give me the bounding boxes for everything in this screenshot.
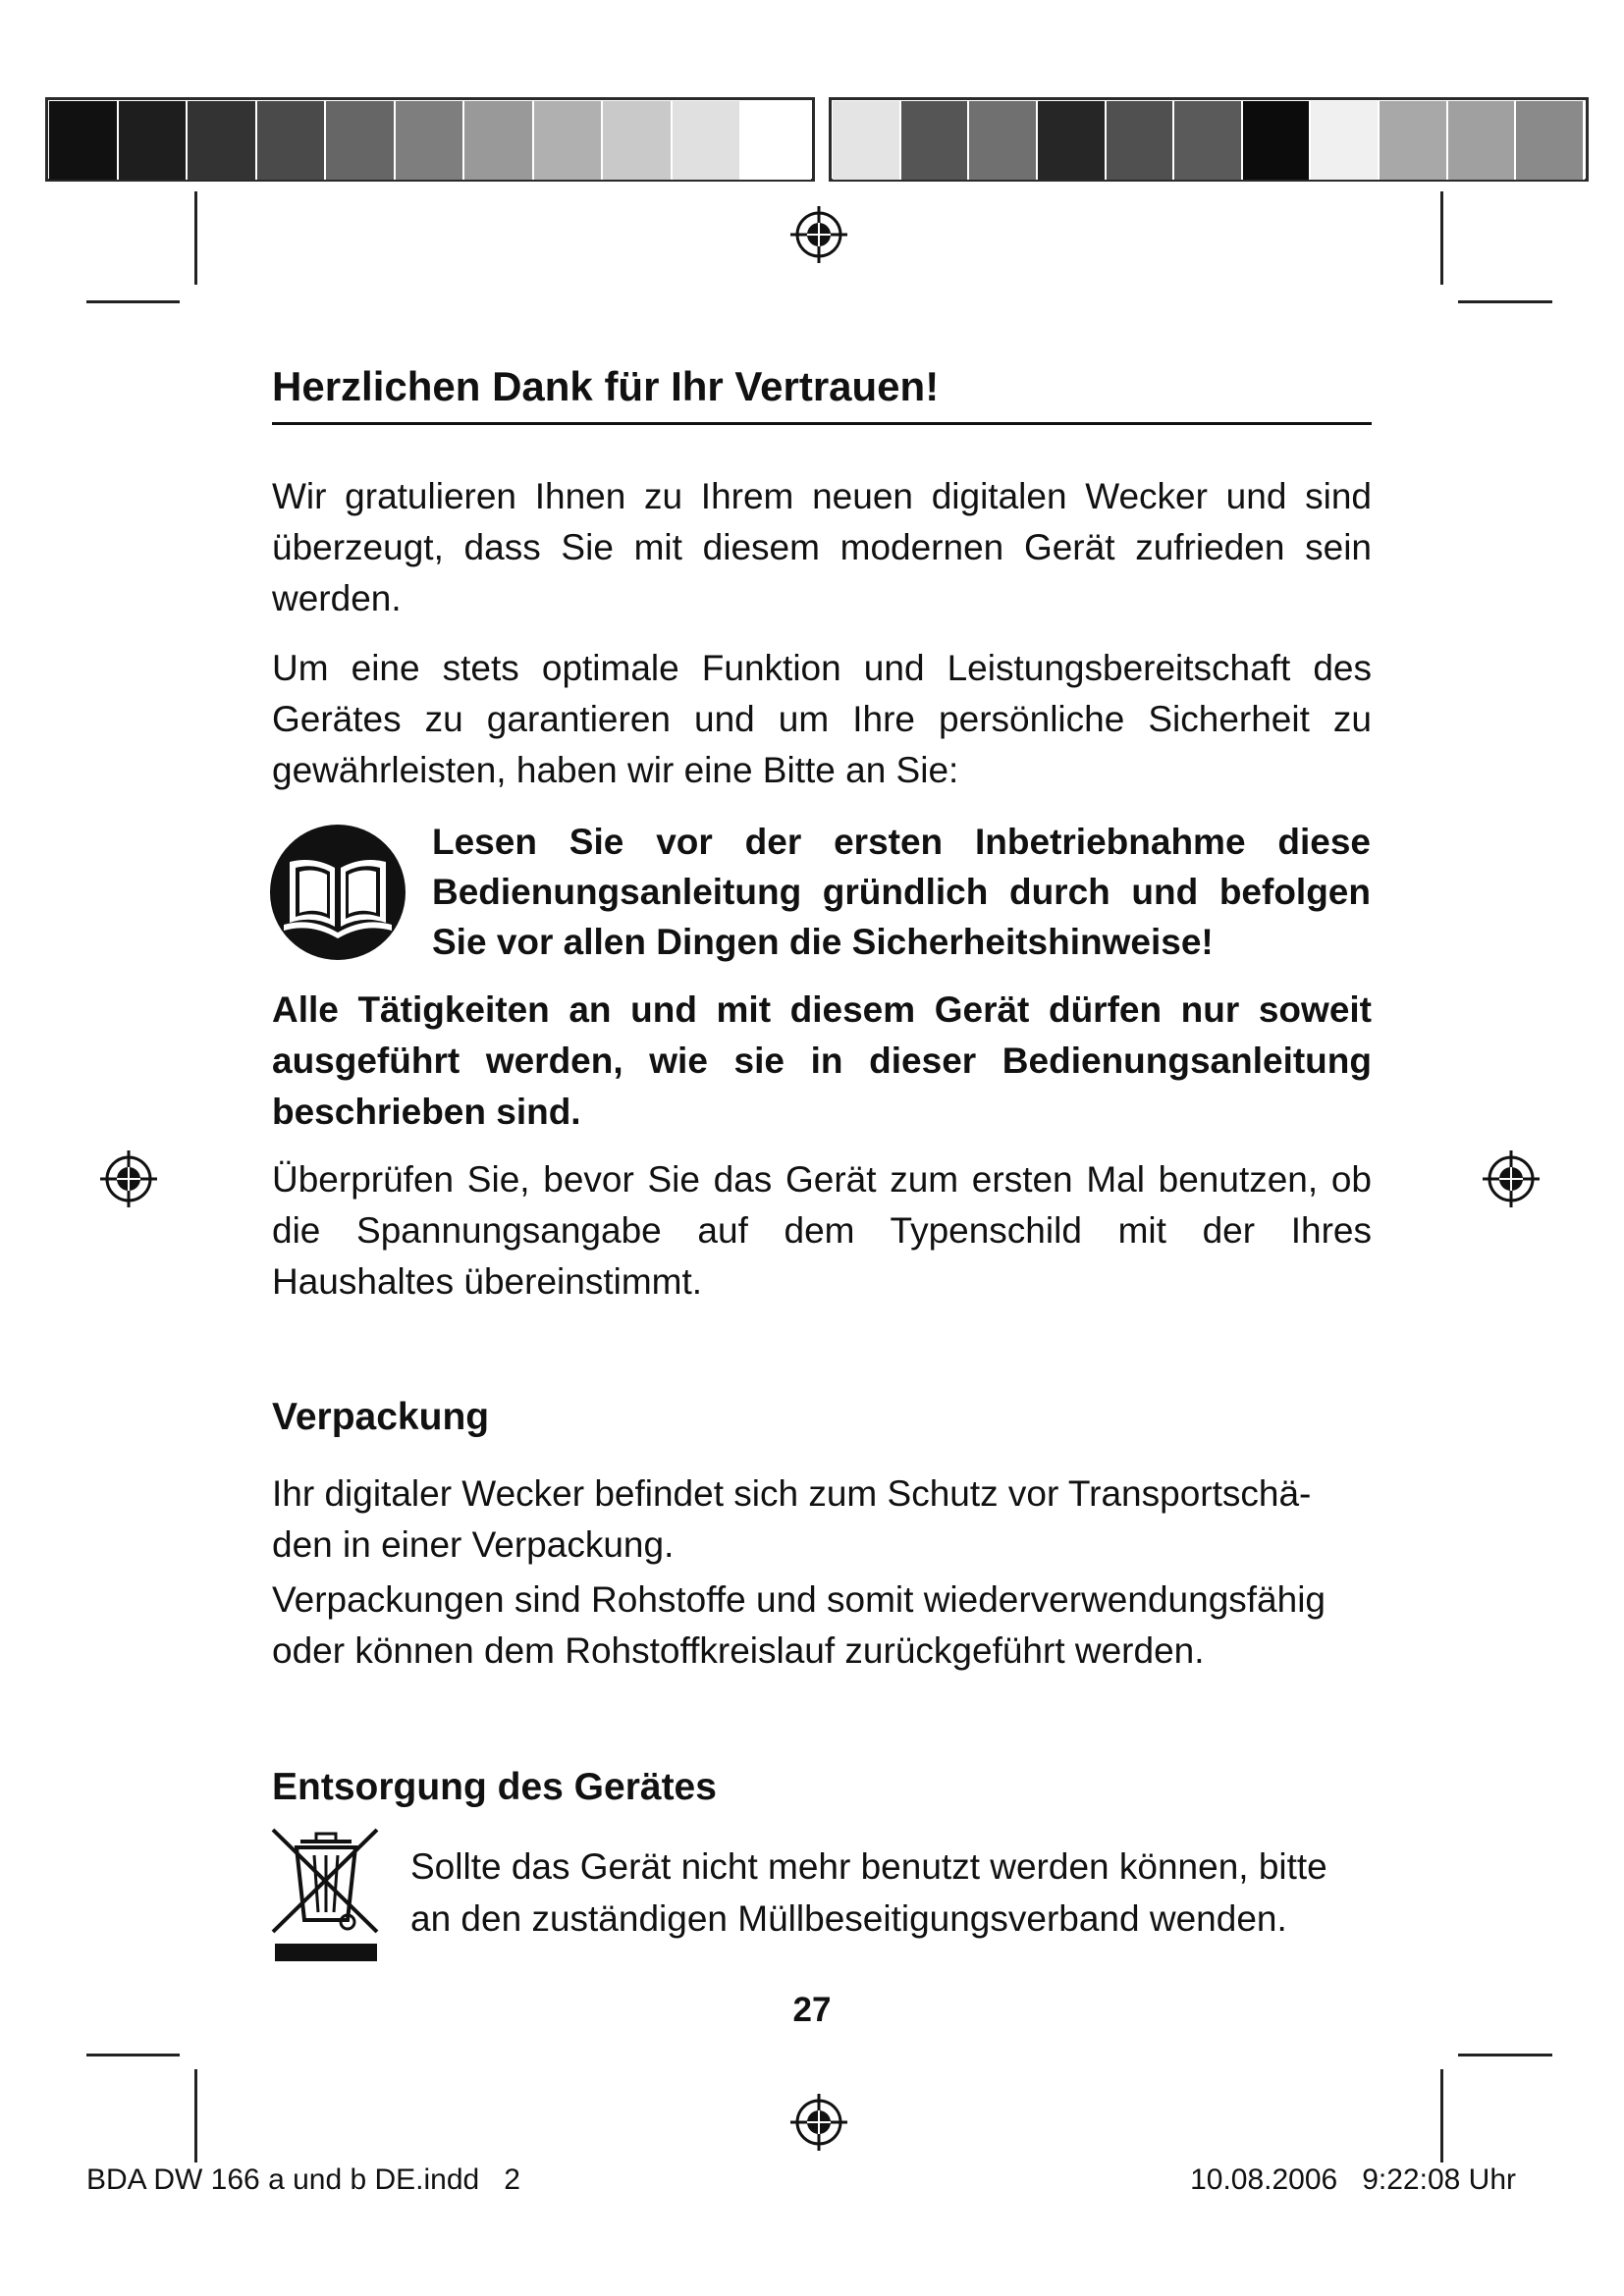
calibration-swatch <box>49 101 119 180</box>
calibration-swatch <box>1516 101 1585 180</box>
registration-mark-icon <box>1481 1148 1542 1209</box>
calibration-swatch <box>1107 101 1175 180</box>
packaging-heading: Verpackung <box>272 1396 490 1438</box>
calibration-swatch <box>1448 101 1517 180</box>
safety-notice: Lesen Sie vor der ersten Inbetriebnahme diese Bedienungsanleitung gründlich durch und befolgen Sie vor allen Dingen die Sicherheitshinweise! <box>432 822 1371 962</box>
calibration-swatch <box>1174 101 1243 180</box>
calibration-swatch <box>1311 101 1380 180</box>
calibration-swatch <box>534 101 604 180</box>
packaging-paragraph-2: Verpackungen sind Rohstoffe und somit wiederverwendungsfähig oder können dem Rohstoffkreislauf zurückgeführt werden. <box>272 1579 1326 1671</box>
crop-mark-bottom-left-v <box>194 2069 197 2163</box>
calibration-swatch <box>188 101 257 180</box>
crop-mark-top-right-h <box>1458 300 1552 303</box>
calibration-swatch <box>464 101 534 180</box>
calibration-swatch <box>326 101 396 180</box>
crop-mark-top-left-h <box>86 300 180 303</box>
packaging-paragraph-1: Ihr digitaler Wecker befindet sich zum Schutz vor Transportschä-den in einer Verpackung. <box>272 1473 1312 1565</box>
calibration-swatch <box>833 101 901 180</box>
crop-mark-bottom-left-h <box>86 2054 180 2056</box>
crop-mark-bottom-right-h <box>1458 2054 1552 2056</box>
calibration-swatch <box>396 101 465 180</box>
activities-paragraph: Alle Tätigkeiten an und mit diesem Gerät dürfen nur soweit ausgeführt werden, wie sie in dieser Bedienungsanleitung beschrieben sind. <box>272 989 1372 1132</box>
calibration-bar-left <box>49 101 811 180</box>
calibration-swatch <box>1380 101 1448 180</box>
calibration-swatch <box>603 101 673 180</box>
footer-file-info: BDA DW 166 a und b DE.indd 2 <box>86 2163 520 2196</box>
calibration-swatch <box>901 101 970 180</box>
registration-mark-icon <box>788 2092 849 2153</box>
function-paragraph: Um eine stets optimale Funktion und Leistungsbereitschaft des Gerätes zu garantieren und um Ihre persönliche Sicherheit zu gewährleisten, haben wir eine Bitte an Sie: <box>272 648 1372 790</box>
crop-mark-top-right-v <box>1440 191 1443 285</box>
disposal-paragraph: Sollte das Gerät nicht mehr benutzt werden können, bitte an den zuständigen Müllbeseitigungsverband wenden. <box>410 1846 1327 1939</box>
calibration-bar-right <box>833 101 1585 180</box>
voltage-paragraph: Überprüfen Sie, bevor Sie das Gerät zum ersten Mal benutzen, ob die Spannungsangabe auf dem Typenschild mit der Ihres Haushaltes übereinstimmt. <box>272 1159 1372 1302</box>
calibration-swatch <box>741 101 811 180</box>
page-number: 27 <box>792 1991 832 2029</box>
calibration-swatch <box>1038 101 1107 180</box>
calibration-swatch <box>119 101 189 180</box>
registration-mark-icon <box>788 204 849 265</box>
calibration-swatch <box>257 101 327 180</box>
registration-mark-icon <box>98 1148 159 1209</box>
calibration-swatch <box>673 101 742 180</box>
manual-book-icon <box>268 823 407 962</box>
calibration-swatch <box>969 101 1038 180</box>
calibration-swatch <box>1243 101 1312 180</box>
crop-mark-bottom-right-v <box>1440 2069 1443 2163</box>
footer-timestamp: 10.08.2006 9:22:08 Uhr <box>1190 2163 1516 2196</box>
intro-paragraph: Wir gratulieren Ihnen zu Ihrem neuen digitalen Wecker und sind überzeugt, dass Sie mit diesem modernen Gerät zufrieden sein werden. <box>272 476 1372 618</box>
crossed-out-wheelie-bin-icon <box>267 1822 385 1963</box>
page-title: Herzlichen Dank für Ihr Vertrauen! <box>272 363 1372 425</box>
disposal-heading: Entsorgung des Gerätes <box>272 1766 717 1808</box>
crop-mark-top-left-v <box>194 191 197 285</box>
